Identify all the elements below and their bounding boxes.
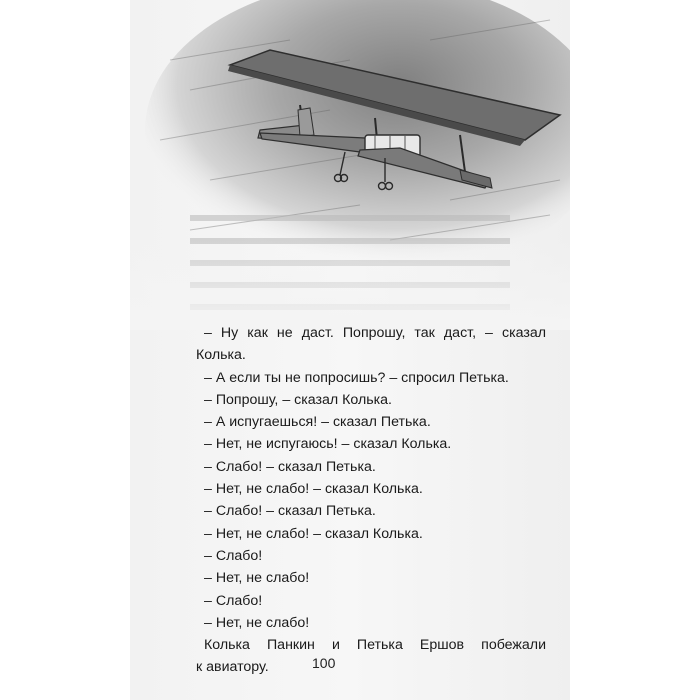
text-line: Колька. <box>196 347 246 364</box>
text-line: – А испугаешься! – сказал Петька. <box>204 414 431 431</box>
text-line: – Нет, не слабо! – сказал Колька. <box>204 481 423 498</box>
text-line: – Попрошу, – сказал Колька. <box>204 391 392 408</box>
text-line: – А если ты не попросишь? – спросил Петька. <box>204 369 509 386</box>
text-line: – Нет, не слабо! – сказал Колька. <box>204 525 423 542</box>
text-line: – Слабо! – сказал Петька. <box>204 503 376 520</box>
text-line: – Нет, не слабо! <box>204 614 310 631</box>
book-page <box>130 0 570 700</box>
biplane-illustration <box>130 0 570 330</box>
text-line: – Нет, не слабо! <box>204 570 310 587</box>
page-number: 100 <box>312 655 336 671</box>
text-line: – Нет, не испугаюсь! – сказал Колька. <box>204 436 452 453</box>
text-line: – Ну как не даст. Попрошу, так даст, – сказал <box>204 325 546 341</box>
text-line: – Слабо! <box>204 592 263 609</box>
story-text <box>196 322 546 679</box>
text-line: к авиатору. <box>196 659 269 676</box>
text-line: – Слабо! <box>204 547 263 564</box>
text-line: Колька Панкин и Петька Ершов побежали <box>204 637 546 654</box>
text-line: – Слабо! – сказал Петька. <box>204 458 376 475</box>
